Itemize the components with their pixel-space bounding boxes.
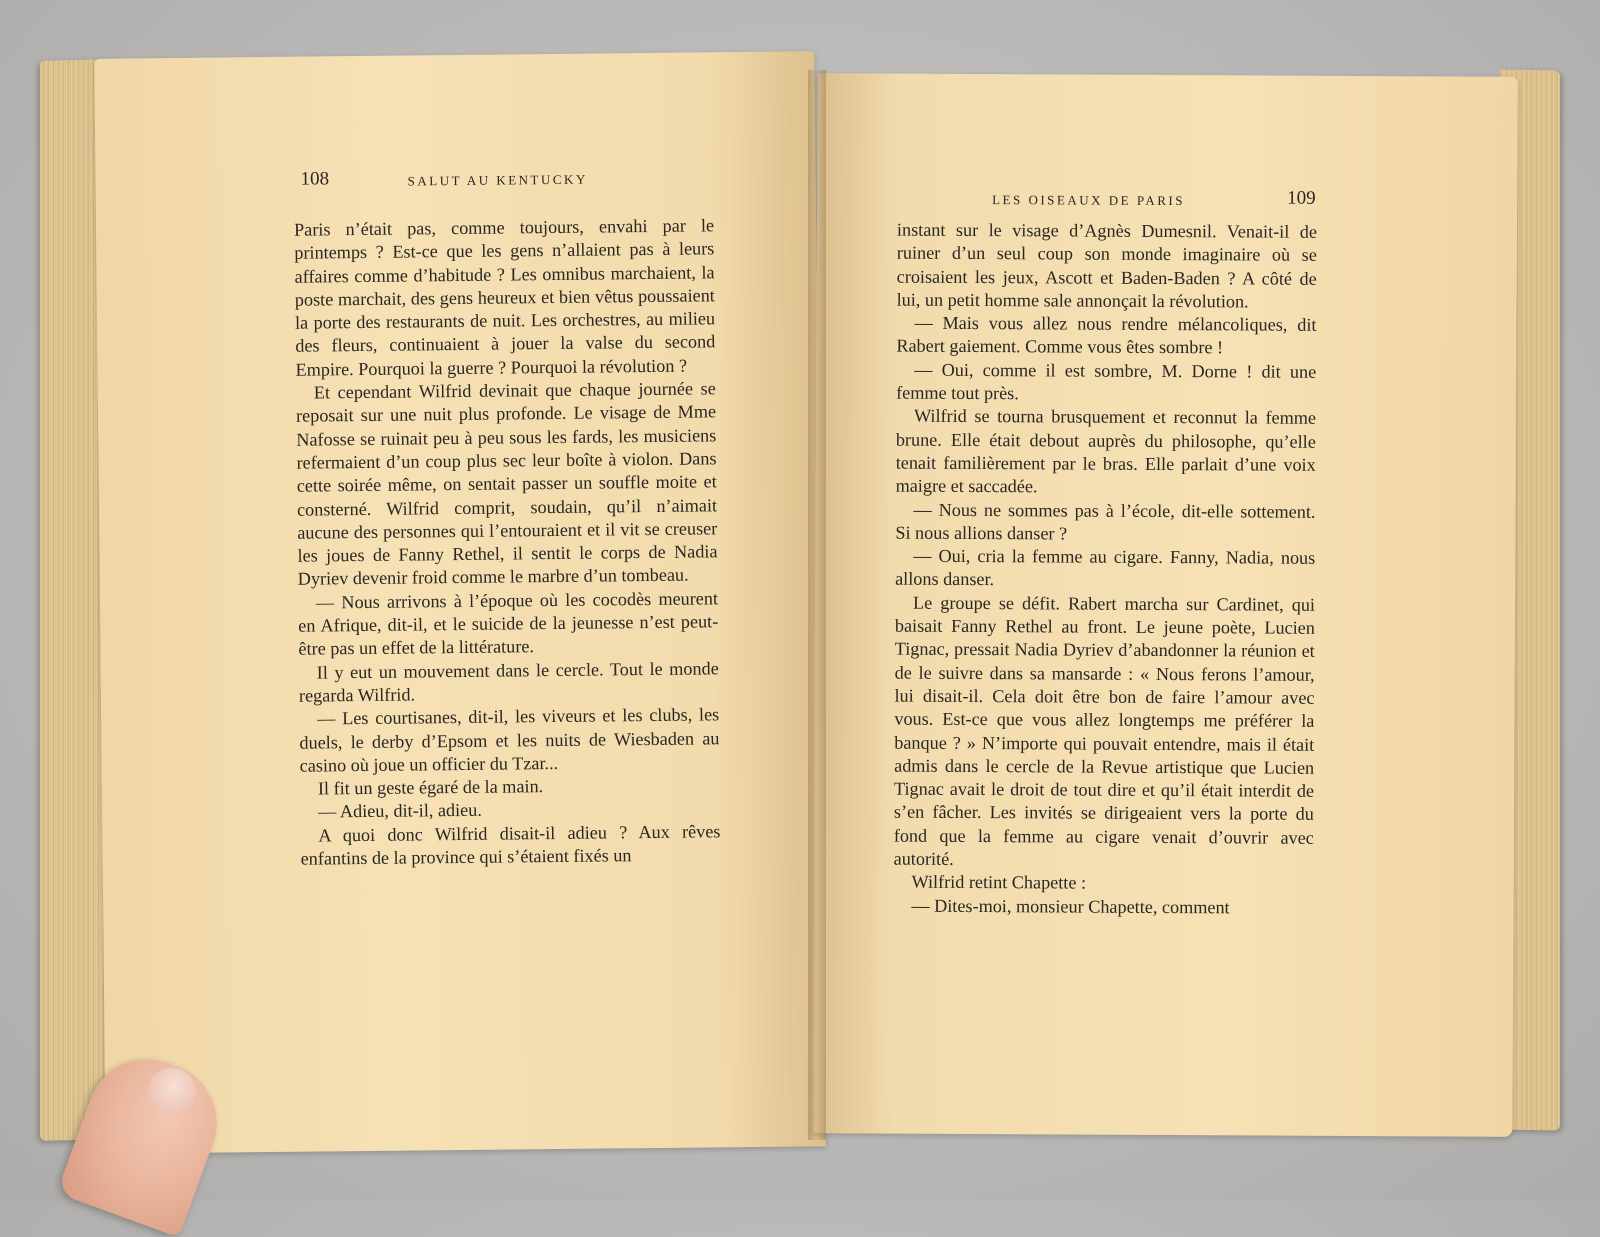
paragraph: Paris n’était pas, comme toujours, envahi par le printemps ? Est-ce que les gens n’allaient pas à leurs affaires comme d’habitude ? Les omnibus marchaient, la poste marchait, des gens heureux et bien vêtus poussaient la porte des restaurants de nuit. Les orchestres, au milieu des fleurs, continuaient à jouer la valse du second Empire. Pourquoi la guerre ? Pourquoi la révolution ? <box>293 215 716 380</box>
paragraph: — Oui, cria la femme au cigare. Fanny, Nadia, nous allons danser. <box>895 545 1316 590</box>
paragraph: instant sur le visage d’Agnès Dumesnil. Venait-il de ruiner d’un seul coup son monde imaginaire où se croisaient les jeux, Ascott et Baden-Baden ? A côté de lui, un petit homme sale annonçait la révolution. <box>896 219 1318 312</box>
paragraph: — Adieu, dit-il, adieu. <box>318 800 482 822</box>
paragraph: — Dites-moi, monsieur Chapette, comment <box>911 895 1230 917</box>
book-gutter <box>808 70 826 1140</box>
right-page-header <box>817 185 1517 219</box>
paragraph: Et cependant Wilfrid devinait que chaque journée se reposait sur une nuit plus profonde. Le visage de Mme Nafosse se ruinait peu à peu sous les fards, les musiciens refermaient d’un coup plus sec leur boîte à violon. Dans cette soirée même, on sentait passer un souffle moite et consterné. Wilfrid comprit, soudain, qu’il n’aimait aucune des personnes qui l’entouraient et il vit se creuser les joues de Fanny Rethel, il sentit le corps de Nadia Dyriev devenir froid comme le marbre d’un tombeau. <box>295 378 718 590</box>
paragraph: Il fit un geste égaré de la main. <box>317 776 544 799</box>
paragraph: — Les courtisanes, dit-il, les viveurs et les clubs, les duels, le derby d’Epsom et les nuits de Wiesbaden au casino où joue un officier du Tzar... <box>299 704 720 776</box>
paragraph: Wilfrid se tourna brusquement et reconnut la femme brune. Elle était debout auprès du philosophe, qu’elle tenait familièrement par le bras. Elle parlait d’une voix maigre et saccadée. <box>895 406 1317 497</box>
paragraph: Wilfrid retint Chapette : <box>911 871 1087 893</box>
left-page <box>94 51 825 1153</box>
paragraph: A quoi donc Wilfrid disait-il adieu ? Aux rêves enfantins de la province qui s’étaient fixés un <box>300 821 721 869</box>
page-number: 109 <box>1287 187 1316 209</box>
paragraph: Il y eut un mouvement dans le cercle. Tout le monde regarda Wilfrid. <box>298 657 719 706</box>
paragraph: — Nous arrivons à l’époque où les cocodès meurent en Afrique, dit-il, et le suicide de la jeunesse n’est peut-être pas un effet de la littérature. <box>298 588 719 660</box>
right-page <box>812 73 1518 1137</box>
paragraph: Le groupe se défit. Rabert marcha sur Cardinet, qui baisait Fanny Rethel au front. Le jeune poète, Lucien Tignac, pressait Nadia Dyriev d’abandonner la réunion et de le suivre dans sa mansarde : « Nous ferons l’amour, lui disait-il. Cela doit être bon de faire l’amour avec vous. Est-ce que vous allez longtemps me préférer la banque ? » N’importe qui pouvait entendre, mais il était admis dans le cercle de la Revue artistique que Lucien Tignac avait le droit de tout dire et qu’il était interdit de s’en fâcher. Les invités se dirigeaient vers la porte du fond que la femme au cigare venait d’ouvrir avec autorité. <box>893 592 1316 869</box>
running-title: SALUT AU KENTUCKY <box>407 171 588 189</box>
left-page-text <box>294 214 721 871</box>
right-page-text <box>893 219 1317 920</box>
running-title: LES OISEAUX DE PARIS <box>992 192 1186 209</box>
paragraph: — Nous ne sommes pas à l’école, dit-elle sottement. Si nous allions danser ? <box>895 499 1316 544</box>
left-page-header <box>95 163 815 201</box>
paragraph: — Oui, comme il est sombre, M. Dorne ! dit une femme tout près. <box>896 359 1317 404</box>
page-number: 108 <box>300 168 330 190</box>
paragraph: — Mais vous allez nous rendre mélancoliques, dit Rabert gaiement. Comme vous êtes sombre ! <box>896 312 1317 358</box>
